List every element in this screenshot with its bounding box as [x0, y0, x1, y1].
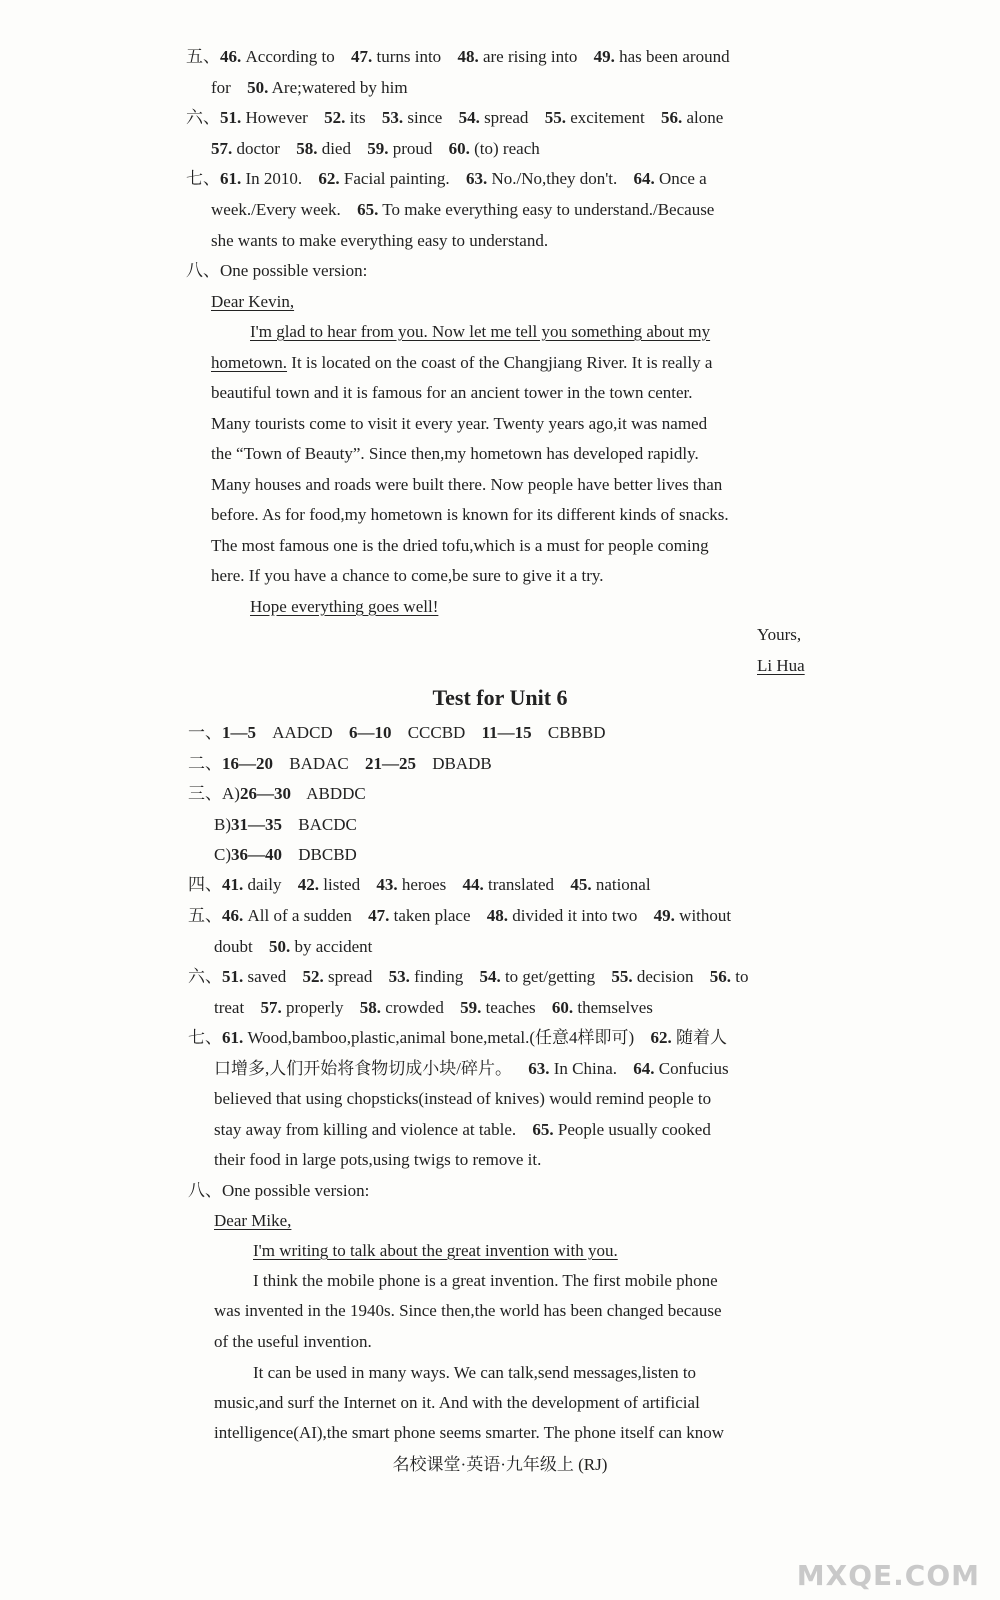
section-3-b: B)31—35 BACDC: [214, 815, 357, 834]
section-mark: 一、: [188, 723, 222, 742]
letter-line: It can be used in many ways. We can talk,send messages,listen to: [253, 1363, 697, 1382]
section-3-c: C)36—40 DBCBD: [214, 845, 357, 864]
section-mark: 四、: [188, 875, 222, 894]
section-4: 四、41. daily 42. listed 43. heroes 44. translated 45. national: [188, 875, 651, 894]
section-7b-line-5: their food in large pots,using twigs to remove it.: [214, 1150, 542, 1169]
section-8-intro: 八、One possible version:: [186, 261, 368, 280]
letter-line: was invented in the 1940s. Since then,the world has been changed because: [214, 1301, 722, 1320]
letter-line: before. As for food,my hometown is known for its different kinds of snacks.: [211, 505, 729, 524]
letter-greeting: Dear Mike,: [214, 1211, 292, 1230]
letter-line: music,and surf the Internet on it. And with the development of artificial: [214, 1393, 700, 1412]
section-7-line-1: 七、61. In 2010. 62. Facial painting. 63. No./No,they don't. 64. Once a: [186, 169, 707, 188]
page-footer: 名校课堂·英语·九年级上 (RJ): [392, 1455, 608, 1474]
letter-line: of the useful invention.: [214, 1332, 372, 1351]
section-1: 一、1—5 AADCD 6—10 CCCBD 11—15 CBBBD: [188, 723, 606, 742]
section-5b-line-1: 五、46. All of a sudden 47. taken place 48. divided it into two 49. without: [188, 906, 732, 925]
section-7b-line-4: stay away from killing and violence at table. 65. People usually cooked: [214, 1120, 711, 1139]
section-6b-line-1: 六、51. saved 52. spread 53. finding 54. to get/getting 55. decision 56. to: [188, 967, 749, 986]
letter-line: Many houses and roads were built there. Now people have better lives than: [211, 475, 723, 494]
page-title: Test for Unit 6: [432, 685, 568, 710]
letter-yours: Yours,: [757, 625, 802, 644]
letter-line: I'm glad to hear from you. Now let me tell you something about my: [250, 322, 711, 341]
letter-line: Many tourists come to visit it every year. Twenty years ago,it was named: [211, 414, 708, 433]
section-6b-line-2: treat 57. properly 58. crowded 59. teaches 60. themselves: [214, 998, 653, 1017]
section-7-line-2: week./Every week. 65. To make everything easy to understand./Because: [211, 200, 715, 219]
section-5-line-1: 五、46. According to 47. turns into 48. are rising into 49. has been around: [186, 47, 730, 66]
letter-greeting: Dear Kevin,: [211, 292, 295, 311]
section-7b-line-2: 口增多,人们开始将食物切成小块/碎片。 63. In China. 64. Confucius: [214, 1059, 729, 1078]
section-mark: 八、: [188, 1181, 222, 1200]
letter-signature: Li Hua: [757, 656, 805, 675]
letter-closing: Hope everything goes well!: [250, 597, 439, 616]
letter-line: the “Town of Beauty”. Since then,my hometown has developed rapidly.: [211, 444, 699, 463]
section-mark: 五、: [188, 906, 222, 925]
section-mark: 六、: [188, 967, 222, 986]
section-mark: 七、: [186, 169, 220, 188]
section-5b-line-2: doubt 50. by accident: [214, 937, 373, 956]
section-8b-intro: 八、One possible version:: [188, 1181, 370, 1200]
section-mark: 二、: [188, 754, 222, 773]
section-mark: 七、: [188, 1028, 222, 1047]
section-3-a: 三、A)26—30 ABDDC: [188, 784, 366, 803]
section-6-line-2: 57. doctor 58. died 59. proud 60. (to) reach: [211, 139, 540, 158]
letter-line: I think the mobile phone is a great invention. The first mobile phone: [253, 1271, 718, 1290]
section-7b-line-1: 七、61. Wood,bamboo,plastic,animal bone,metal.(任意4样即可) 62. 随着人: [188, 1028, 727, 1047]
letter-line: I'm writing to talk about the great invention with you.: [253, 1241, 618, 1260]
watermark: MXQE.COM: [796, 1559, 980, 1592]
section-7-line-3: she wants to make everything easy to understand.: [211, 231, 549, 250]
section-mark: 三、: [188, 784, 222, 803]
letter-line: hometown. It is located on the coast of the Changjiang River. It is really a: [211, 353, 713, 372]
section-5-line-2: for 50. Are;watered by him: [211, 78, 408, 97]
section-mark: 五、: [186, 47, 220, 66]
letter-line: beautiful town and it is famous for an ancient tower in the town center.: [211, 383, 693, 402]
letter-line: intelligence(AI),the smart phone seems smarter. The phone itself can know: [214, 1423, 724, 1442]
section-2: 二、16—20 BADAC 21—25 DBADB: [188, 754, 492, 773]
section-mark: 八、: [186, 261, 220, 280]
section-6-line-1: 六、51. However 52. its 53. since 54. spread 55. excitement 56. alone: [186, 108, 724, 127]
section-7b-line-3: believed that using chopsticks(instead of knives) would remind people to: [214, 1089, 712, 1108]
letter-line: The most famous one is the dried tofu,which is a must for people coming: [211, 536, 709, 555]
section-mark: 六、: [186, 108, 220, 127]
letter-line: here. If you have a chance to come,be sure to give it a try.: [211, 566, 604, 585]
